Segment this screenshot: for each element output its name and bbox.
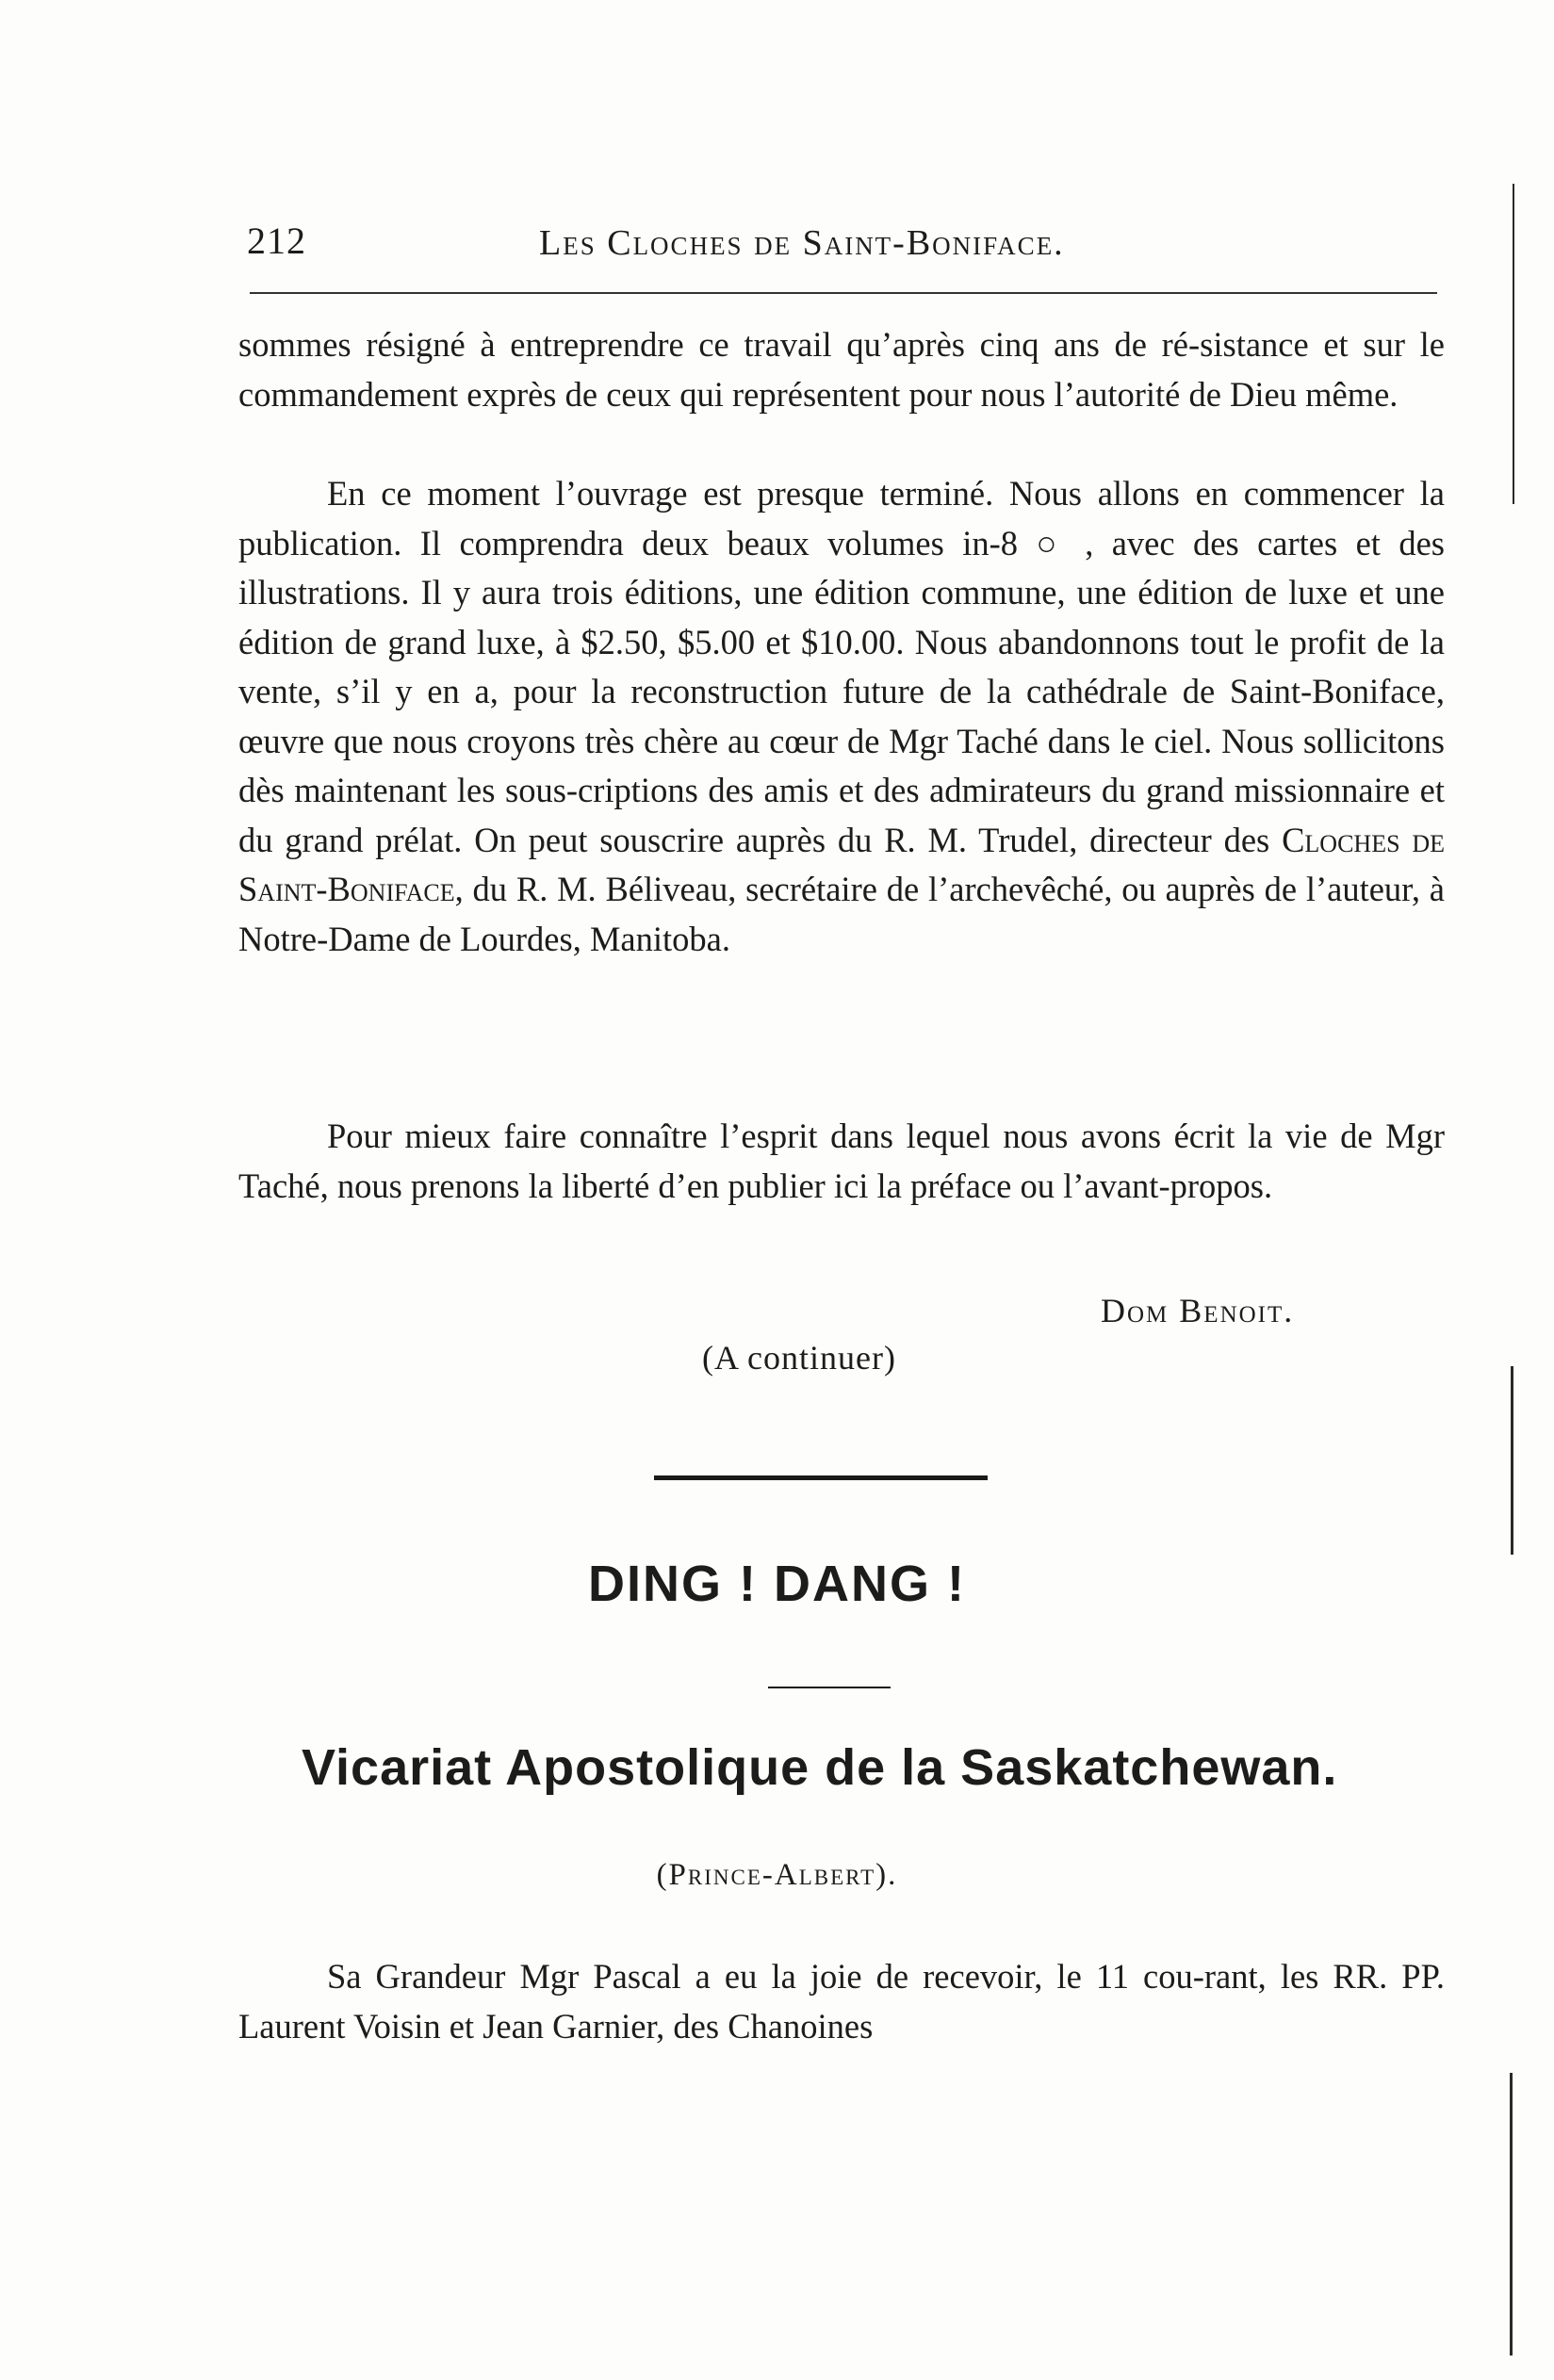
page-header — [247, 219, 1444, 275]
author-signature: Dom Benoit. — [1101, 1292, 1295, 1329]
scan-edge-mark — [1511, 1366, 1513, 1555]
continue-note: (A continuer) — [702, 1339, 896, 1377]
article-title: Vicariat Apostolique de la Saskatchewan. — [302, 1739, 1338, 1796]
paragraph-text-end: , du R. M. Béliveau, secrétaire de l’archevêché, ou auprès de l’auteur, à Notre-Dame de Lourdes, Manitoba. — [238, 870, 1445, 958]
paragraph-preface — [238, 1112, 1445, 1211]
page-number: 212 — [247, 220, 306, 262]
scan-edge-mark — [1510, 2073, 1513, 2356]
section-heading: DING ! DANG ! — [588, 1556, 966, 1612]
paragraph-text: sommes résigné à entreprendre ce travail qu’après cinq ans de ré-sistance et sur le commandement exprès de ceux qui représentent pour nous l’autorité de Dieu même. — [238, 325, 1445, 414]
running-title: Les Cloches de Saint-Boniface. — [539, 223, 1065, 263]
article-subtitle: (Prince-Albert). — [656, 1858, 898, 1892]
paragraph-article — [238, 1952, 1445, 2051]
heading-divider — [768, 1687, 891, 1688]
paragraph-text-start: En ce moment l’ouvrage est presque terminé. Nous allons en commencer la publication. Il comprendra deux beaux volumes in-8 ○ , avec des cartes et des illustrations. Il y aura trois éditions, une édition commune, une édition de luxe et une édition de grand luxe, à $2.50, $5.00 et $10.00. Nous abandonnons tout le profit de la vente, s’il y en a, pour la reconstruction future de la cathédrale de Saint-Boniface, œuvre que nous croyons très chère au cœur de Mgr Taché dans le ciel. Nous sollicitons dès maintenant les sous-criptions des amis et des admirateurs du grand missionnaire et du grand prélat. On peut souscrire auprès du R. M. Trudel, directeur des — [238, 474, 1445, 859]
scan-edge-mark — [1513, 184, 1514, 504]
header-rule — [250, 292, 1437, 294]
journal-name: Cloches de Saint-Boniface — [238, 820, 1446, 908]
paragraph-text — [238, 469, 1445, 964]
paragraph-text: Sa Grandeur Mgr Pascal a eu la joie de recevoir, le 11 cou-rant, les RR. PP. Laurent Voisin et Jean Garnier, des Chanoines — [238, 1957, 1445, 2046]
paragraph-text: Pour mieux faire connaître l’esprit dans lequel nous avons écrit la vie de Mgr Taché, nous prenons la liberté d’en publier ici la préface ou l’avant-propos. — [238, 1117, 1445, 1205]
section-divider — [654, 1475, 988, 1480]
paragraph-publication — [238, 469, 1445, 964]
paragraph-continuation — [238, 320, 1445, 419]
